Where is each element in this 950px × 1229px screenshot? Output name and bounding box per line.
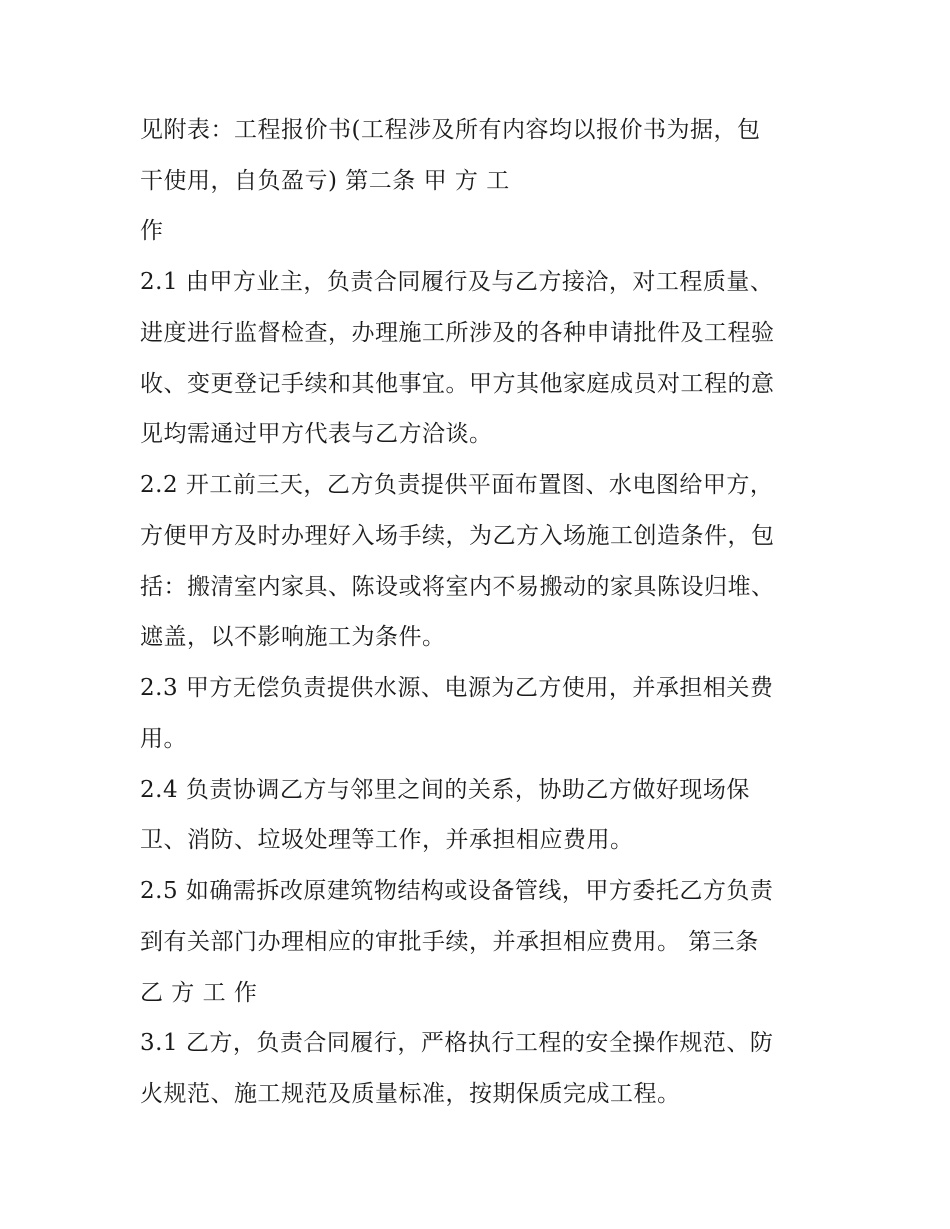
text-line: 收、变更登记手续和其他事宜。甲方其他家庭成员对工程的意	[140, 371, 775, 397]
clause-2-1-line: 2.1 由甲方业主，负责合同履行及与乙方接洽，对工程质量、	[140, 269, 774, 295]
clause-2-5-line: 2.5 如确需拆改原建筑物结构或设备管线，甲方委托乙方负责	[140, 878, 774, 904]
text-line: 方便甲方及时办理好入场手续，为乙方入场施工创造条件，包	[140, 523, 775, 549]
text-line: 火规范、施工规范及质量标准，按期保质完成工程。	[140, 1081, 681, 1107]
text-line: 到有关部门办理相应的审批手续，并承担相应费用。 第三条	[140, 929, 759, 955]
text-line: 遮盖，以不影响施工为条件。	[140, 624, 446, 650]
text-line: 见附表：工程报价书(工程涉及所有内容均以报价书为据，包	[140, 117, 761, 143]
text-line: 括：搬清室内家具、陈设或将室内不易搬动的家具陈设归堆、	[140, 574, 775, 600]
clause-3-1-line: 3.1 乙方，负责合同履行，严格执行工程的安全操作规范、防	[140, 1030, 774, 1056]
text-line: 用。	[140, 726, 187, 752]
text-line: 干使用，自负盈亏) 第二条 甲 方 工	[140, 168, 510, 194]
text-line: 卫、消防、垃圾处理等工作，并承担相应费用。	[140, 827, 634, 853]
clause-2-4-line: 2.4 负责协调乙方与邻里之间的关系，协助乙方做好现场保	[140, 777, 750, 803]
clause-2-3-line: 2.3 甲方无偿负责提供水源、电源为乙方使用，并承担相关费	[140, 675, 774, 701]
clause-2-2-line: 2.2 开工前三天，乙方负责提供平面布置图、水电图给甲方，	[140, 472, 774, 498]
section-heading-line: 乙 方 工 作	[140, 980, 258, 1006]
text-line: 进度进行监督检查，办理施工所涉及的各种申请批件及工程验	[140, 320, 775, 346]
text-line: 作	[140, 218, 164, 244]
text-line: 见均需通过甲方代表与乙方洽谈。	[140, 421, 493, 447]
